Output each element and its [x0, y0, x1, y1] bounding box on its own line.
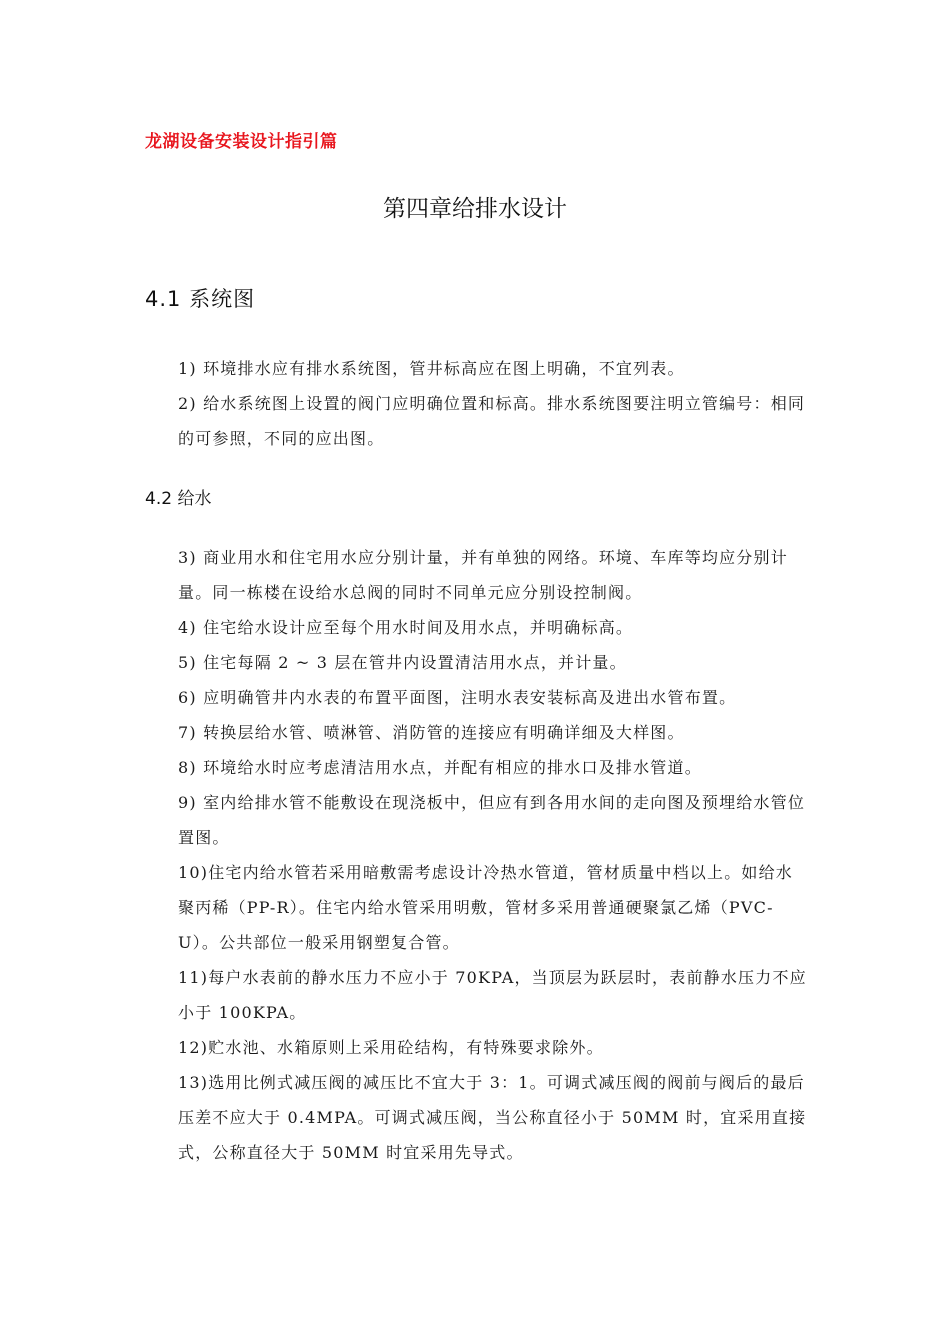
list-item: 10)住宅内给水管若采用暗敷需考虑设计冷热水管道，管材质量中档以上。如给水聚丙稀（PP-R）。住宅内给水管采用明敷，管材多采用普通硬聚氯乙烯（PVC-U）。公共部位一般采用钢塑复合管。	[178, 863, 794, 952]
section-heading-4-2: 4.2 给水	[145, 489, 212, 509]
list-item: 4) 住宅给水设计应至每个用水时间及用水点，并明确标高。	[178, 618, 634, 637]
list-item: 8) 环境给水时应考虑清洁用水点，并配有相应的排水口及排水管道。	[178, 758, 702, 777]
list-item: 7) 转换层给水管、喷淋管、消防管的连接应有明确详细及大样图。	[178, 723, 685, 742]
section-4-1-list	[178, 351, 808, 456]
list-item: 1) 环境排水应有排水系统图，管井标高应在图上明确，不宜列表。	[178, 359, 685, 378]
list-item: 11)每户水表前的静水压力不应小于 70KPA，当顶层为跃层时，表前静水压力不应小于 100KPA。	[178, 968, 807, 1022]
list-item: 13)选用比例式减压阀的减压比不宜大于 3：1。可调式减压阀的阀前与阀后的最后压差不应大于 0.4MPA。可调式减压阀，当公称直径小于 50MM 时，宜采用直接式，公称直径大于 50MM 时宜采用先导式。	[178, 1073, 807, 1162]
section-heading-4-1: 4.1 系统图	[145, 287, 256, 311]
list-item: 2) 给水系统图上设置的阀门应明确位置和标高。排水系统图要注明立管编号：相同的可参照，不同的应出图。	[178, 394, 806, 448]
document-header-title: 龙湖设备安装设计指引篇	[145, 132, 338, 152]
list-item: 9) 室内给排水管不能敷设在现浇板中，但应有到各用水间的走向图及预埋给水管位置图。	[178, 793, 806, 847]
list-item: 12)贮水池、水箱原则上采用砼结构，有特殊要求除外。	[178, 1038, 604, 1057]
list-item: 6) 应明确管井内水表的布置平面图，注明水表安装标高及进出水管布置。	[178, 688, 737, 707]
chapter-title: 第四章给排水设计	[383, 196, 567, 222]
section-4-2-list	[178, 540, 808, 1170]
list-item: 3) 商业用水和住宅用水应分别计量，并有单独的网络。环境、车库等均应分别计量。同一栋楼在设给水总阀的同时不同单元应分别设控制阀。	[178, 548, 788, 602]
list-item: 5) 住宅每隔 2 ~ 3 层在管井内设置清洁用水点，并计量。	[178, 653, 627, 672]
